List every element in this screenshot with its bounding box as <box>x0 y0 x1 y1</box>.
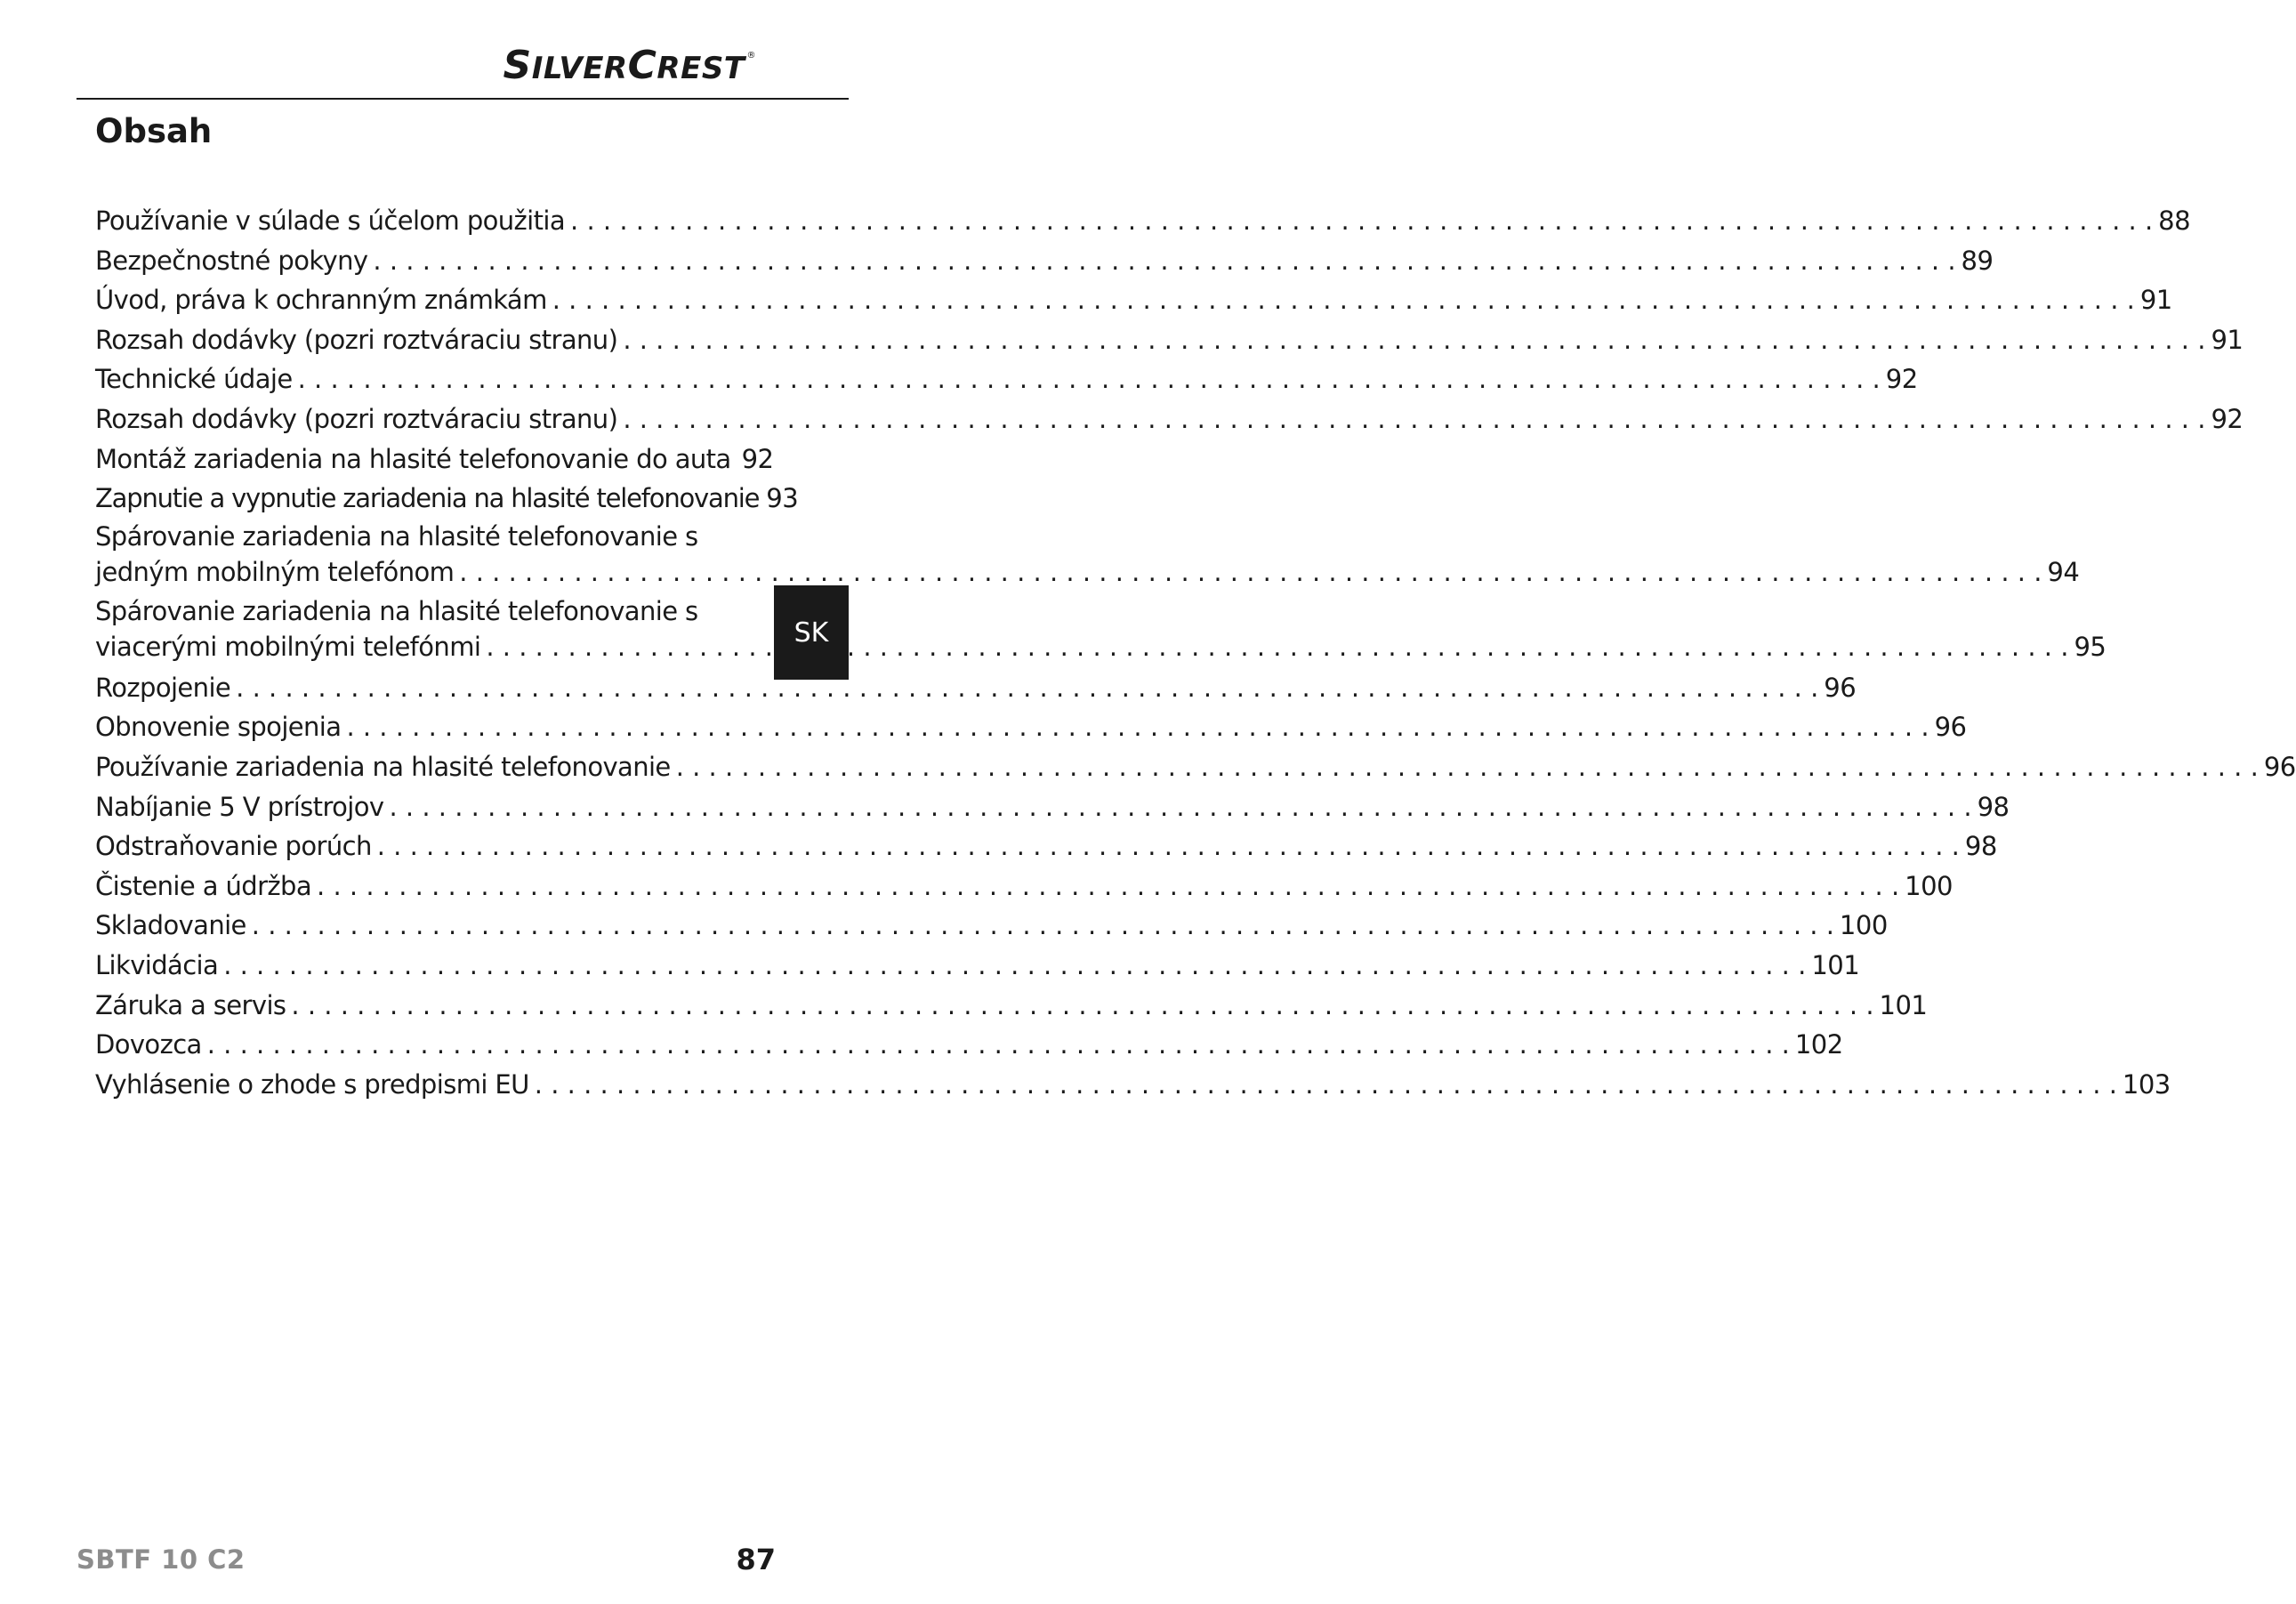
dot-leader <box>207 1025 1790 1065</box>
toc-entry-page: 92 <box>741 443 774 474</box>
toc-entry-title: Nabíjanie 5 V prístrojov <box>95 791 384 822</box>
dot-leader <box>236 668 1818 708</box>
toc-entry[interactable] <box>95 479 799 519</box>
dot-leader <box>535 1065 2117 1105</box>
toc-entry-title-continued: jedným mobilným telefónom <box>95 556 455 587</box>
toc-entry-title-continued: viacerými mobilnými telefónmi <box>95 631 481 662</box>
language-tab <box>774 585 849 680</box>
toc-entry-title: Technické údaje <box>95 364 293 395</box>
toc-entry-title: Záruka a servis <box>95 989 286 1020</box>
dot-leader <box>623 399 2205 439</box>
dot-leader <box>389 787 1971 827</box>
toc-entry[interactable] <box>95 280 2172 320</box>
dot-leader <box>486 627 2068 666</box>
toc-entry-page: 98 <box>1964 831 1997 862</box>
table-of-contents <box>95 201 2296 1104</box>
toc-entry-page: 89 <box>1961 245 1994 276</box>
toc-entry-page: 92 <box>2211 403 2244 434</box>
toc-entry-page: 93 <box>766 483 799 514</box>
toc-entry-title: Bezpečnostné pokyny <box>95 245 368 276</box>
toc-entry[interactable] <box>95 439 774 480</box>
toc-entry-title: Rozpojenie <box>95 672 231 703</box>
registered-mark: ® <box>746 51 756 60</box>
toc-entry-title: Vyhlásenie o zhode s predpismi EU <box>95 1068 529 1100</box>
toc-entry-title: Dovozca <box>95 1029 202 1060</box>
toc-entry-title: Skladovanie <box>95 910 246 941</box>
toc-entry[interactable] <box>95 320 2244 360</box>
toc-entry-title: Čistenie a údržba <box>95 870 312 901</box>
toc-entry-page: 100 <box>1839 910 1888 941</box>
dot-leader <box>298 359 1881 399</box>
toc-entry-title: Používanie zariadenia na hlasité telefonovanie <box>95 751 671 782</box>
dot-leader <box>623 320 2205 360</box>
toc-entry[interactable] <box>95 986 1928 1026</box>
toc-entry[interactable] <box>95 946 1860 986</box>
toc-entry-title: Obnovenie spojenia <box>95 712 342 743</box>
toc-entry[interactable] <box>95 866 1954 907</box>
toc-entry-page: 96 <box>2263 751 2296 782</box>
language-tab-label: SK <box>794 617 829 649</box>
toc-entry-title: Spárovanie zariadenia na hlasité telefonovanie s <box>95 595 698 626</box>
model-number: SBTF 10 C2 <box>77 1544 246 1575</box>
toc-entry[interactable] <box>95 399 2244 439</box>
toc-entry-page: 96 <box>1824 672 1857 703</box>
dot-leader <box>570 201 2153 241</box>
brand-letters: REST <box>657 51 745 86</box>
toc-entry[interactable] <box>95 201 2191 241</box>
toc-entry-title: Spárovanie zariadenia na hlasité telefonovanie s <box>95 520 698 552</box>
brand-letters: ILVER <box>531 51 628 86</box>
toc-entry-page: 102 <box>1794 1029 1843 1060</box>
toc-entry-page: 96 <box>1934 712 1967 743</box>
toc-entry[interactable] <box>95 707 1967 747</box>
toc-entry-page: 101 <box>1879 989 1928 1020</box>
toc-entry[interactable] <box>95 906 1888 946</box>
toc-entry-title: Montáž zariadenia na hlasité telefonovanie do auta <box>95 443 731 474</box>
toc-entry[interactable] <box>95 668 1857 708</box>
toc-entry[interactable] <box>95 241 1994 281</box>
toc-entry[interactable] <box>95 359 1918 399</box>
dot-leader <box>459 552 2042 592</box>
toc-entry-title: Rozsah dodávky (pozri roztváraciu stranu) <box>95 403 618 434</box>
dot-leader <box>252 906 1834 946</box>
dot-leader <box>317 866 1899 907</box>
toc-entry[interactable] <box>95 1065 2171 1105</box>
toc-entry-page: 101 <box>1811 949 1860 980</box>
toc-entry-title: Likvidácia <box>95 949 219 980</box>
dot-leader <box>676 747 2259 787</box>
toc-entry[interactable] <box>95 826 1997 866</box>
toc-entry[interactable] <box>95 519 2080 593</box>
page-number: 87 <box>736 1543 776 1576</box>
toc-entry-title: Rozsah dodávky (pozri roztváraciu stranu) <box>95 324 618 355</box>
brand-logo <box>503 43 756 88</box>
dot-leader <box>373 241 1955 281</box>
toc-entry-page: 91 <box>2139 285 2172 316</box>
toc-entry-page: 98 <box>1977 791 2010 822</box>
dot-leader <box>377 826 1960 866</box>
dot-leader <box>291 986 1873 1026</box>
toc-entry[interactable] <box>95 787 2010 827</box>
header-divider <box>77 98 849 100</box>
toc-entry-page: 103 <box>2122 1068 2171 1100</box>
toc-entry-page: 94 <box>2047 556 2080 587</box>
brand-letter: S <box>503 43 532 88</box>
dot-leader <box>346 707 1929 747</box>
toc-entry-page: 95 <box>2074 631 2107 662</box>
toc-entry-title: Používanie v súlade s účelom použitia <box>95 206 566 236</box>
toc-entry-title: Zapnutie a vypnutie zariadenia na hlasité telefonovanie <box>95 483 760 514</box>
toc-entry-title: Odstraňovanie porúch <box>95 831 372 862</box>
toc-entry[interactable] <box>95 747 2296 787</box>
dot-leader <box>552 280 2135 320</box>
brand-letter: C <box>627 43 657 88</box>
toc-entry-page: 92 <box>1885 364 1918 395</box>
dot-leader <box>223 946 1806 986</box>
toc-entry-page: 100 <box>1905 870 1954 901</box>
toc-entry-title: Úvod, práva k ochranným známkám <box>95 285 547 316</box>
toc-entry-page: 91 <box>2211 324 2244 355</box>
toc-entry[interactable] <box>95 1025 1843 1065</box>
toc-entry-page: 88 <box>2158 206 2191 236</box>
page-title: Obsah <box>95 112 213 150</box>
